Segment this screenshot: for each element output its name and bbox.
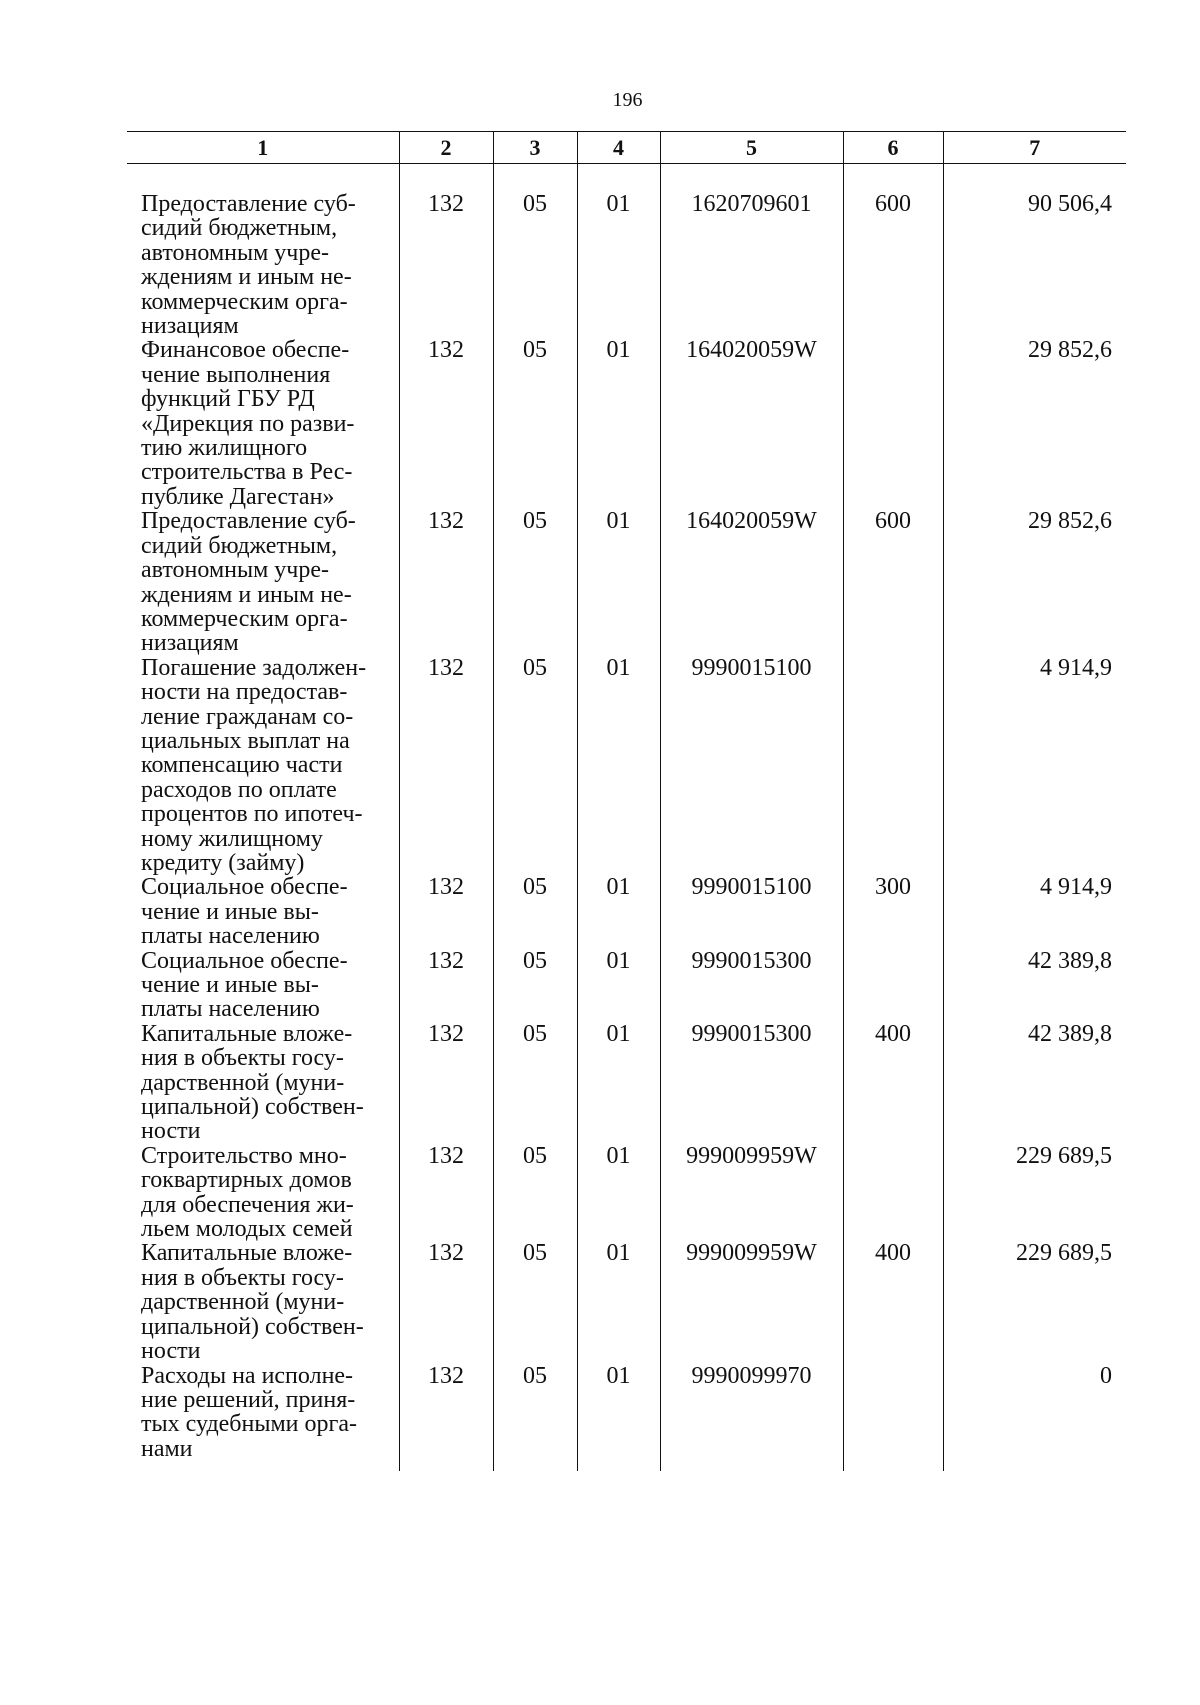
section-code-cell: 05 <box>493 338 577 509</box>
ministry-code-cell: 132 <box>399 875 493 948</box>
section-code-cell: 05 <box>493 1144 577 1242</box>
expense-type-code-cell <box>843 338 943 509</box>
expense-type-code-cell: 600 <box>843 164 943 339</box>
section-code-cell: 05 <box>493 656 577 876</box>
expense-type-code-cell: 400 <box>843 1241 943 1363</box>
amount-cell: 4 914,9 <box>943 656 1126 876</box>
target-article-code-cell: 9990015100 <box>660 875 843 948</box>
section-code-cell: 05 <box>493 509 577 655</box>
subsection-code-cell: 01 <box>577 949 660 1022</box>
table-row <box>127 509 1126 655</box>
amount-cell: 229 689,5 <box>943 1144 1126 1242</box>
amount-cell: 90 506,4 <box>943 164 1126 339</box>
table-body <box>127 164 1126 1472</box>
subsection-code-cell: 01 <box>577 1022 660 1144</box>
ministry-code-cell: 132 <box>399 1022 493 1144</box>
ministry-code-cell: 132 <box>399 1144 493 1242</box>
table-row <box>127 656 1126 876</box>
header-row <box>127 132 1126 164</box>
subsection-code-cell: 01 <box>577 509 660 655</box>
amount-cell: 0 <box>943 1364 1126 1472</box>
target-article-code-cell: 9990015300 <box>660 949 843 1022</box>
header-col-6: 6 <box>843 132 943 164</box>
expense-type-code-cell <box>843 656 943 876</box>
subsection-code-cell: 01 <box>577 1144 660 1242</box>
target-article-code-cell: 1620709601 <box>660 164 843 339</box>
section-code-cell: 05 <box>493 1241 577 1363</box>
budget-table <box>127 131 1126 1471</box>
section-code-cell: 05 <box>493 949 577 1022</box>
expense-type-code-cell: 400 <box>843 1022 943 1144</box>
table-row <box>127 875 1126 948</box>
ministry-code-cell: 132 <box>399 1364 493 1472</box>
expense-type-code-cell <box>843 1144 943 1242</box>
table-row <box>127 949 1126 1022</box>
expense-type-code-cell <box>843 1364 943 1472</box>
table-row <box>127 164 1126 339</box>
expense-name-cell: Социальное обеспе- чение и иные вы- платы населению <box>141 874 348 950</box>
expense-name-cell: Расходы на исполне- ние решений, приня- тых судебными орга- нами <box>141 1362 357 1462</box>
amount-cell: 29 852,6 <box>943 338 1126 509</box>
expense-name-cell: Погашение задолжен- ности на предостав- ление гражданам со- циальных выплат на компенсацию части расходов по оплате процентов по ипотеч- ному жилищному кредиту (займу) <box>141 654 367 876</box>
subsection-code-cell: 01 <box>577 1364 660 1472</box>
ministry-code-cell: 132 <box>399 509 493 655</box>
expense-name-cell: Капитальные вложе- ния в объекты госу- дарственной (муни- ципальной) собствен- ности <box>141 1240 364 1365</box>
header-col-4: 4 <box>577 132 660 164</box>
amount-cell: 229 689,5 <box>943 1241 1126 1363</box>
amount-cell: 4 914,9 <box>943 875 1126 948</box>
table-row <box>127 338 1126 509</box>
section-code-cell: 05 <box>493 1364 577 1472</box>
ministry-code-cell: 132 <box>399 656 493 876</box>
target-article-code-cell: 164020059W <box>660 509 843 655</box>
ministry-code-cell: 132 <box>399 338 493 509</box>
section-code-cell: 05 <box>493 164 577 339</box>
target-article-code-cell: 999009959W <box>660 1144 843 1242</box>
table-row <box>127 1364 1126 1472</box>
expense-name-cell: Строительство мно- гоквартирных домов для обеспечения жи- льем молодых семей <box>141 1142 354 1243</box>
expense-name-cell: Предоставление суб- сидий бюджетным, автономным учре- ждениям и иным не- коммерческим орга- низациям <box>141 508 356 657</box>
header-col-5: 5 <box>660 132 843 164</box>
target-article-code-cell: 9990015100 <box>660 656 843 876</box>
expense-name-cell: Финансовое обеспе- чение выполнения функций ГБУ РД «Дирекция по разви- тию жилищного строительства в Рес- публике Дагестан» <box>141 337 355 510</box>
expense-type-code-cell: 600 <box>843 509 943 655</box>
amount-cell: 42 389,8 <box>943 1022 1126 1144</box>
amount-cell: 29 852,6 <box>943 509 1126 655</box>
table-header <box>127 132 1126 164</box>
subsection-code-cell: 01 <box>577 875 660 948</box>
header-col-3: 3 <box>493 132 577 164</box>
header-col-2: 2 <box>399 132 493 164</box>
header-col-1: 1 <box>127 132 399 164</box>
expense-type-code-cell <box>843 949 943 1022</box>
section-code-cell: 05 <box>493 875 577 948</box>
table-row <box>127 1241 1126 1363</box>
table-row <box>127 1144 1126 1242</box>
subsection-code-cell: 01 <box>577 656 660 876</box>
ministry-code-cell: 132 <box>399 949 493 1022</box>
target-article-code-cell: 164020059W <box>660 338 843 509</box>
target-article-code-cell: 9990099970 <box>660 1364 843 1472</box>
subsection-code-cell: 01 <box>577 164 660 339</box>
page-number: 196 <box>612 89 643 111</box>
ministry-code-cell: 132 <box>399 1241 493 1363</box>
ministry-code-cell: 132 <box>399 164 493 339</box>
section-code-cell: 05 <box>493 1022 577 1144</box>
target-article-code-cell: 999009959W <box>660 1241 843 1363</box>
expense-type-code-cell: 300 <box>843 875 943 948</box>
expense-name-cell: Предоставление суб- сидий бюджетным, автономным учре- ждениям и иным не- коммерческим орга- низациям <box>141 191 356 340</box>
subsection-code-cell: 01 <box>577 1241 660 1363</box>
target-article-code-cell: 9990015300 <box>660 1022 843 1144</box>
expense-name-cell: Социальное обеспе- чение и иные вы- платы населению <box>141 947 348 1023</box>
amount-cell: 42 389,8 <box>943 949 1126 1022</box>
table-row <box>127 1022 1126 1144</box>
expense-name-cell: Капитальные вложе- ния в объекты госу- дарственной (муни- ципальной) собствен- ности <box>141 1020 364 1145</box>
subsection-code-cell: 01 <box>577 338 660 509</box>
header-col-7: 7 <box>943 132 1126 164</box>
